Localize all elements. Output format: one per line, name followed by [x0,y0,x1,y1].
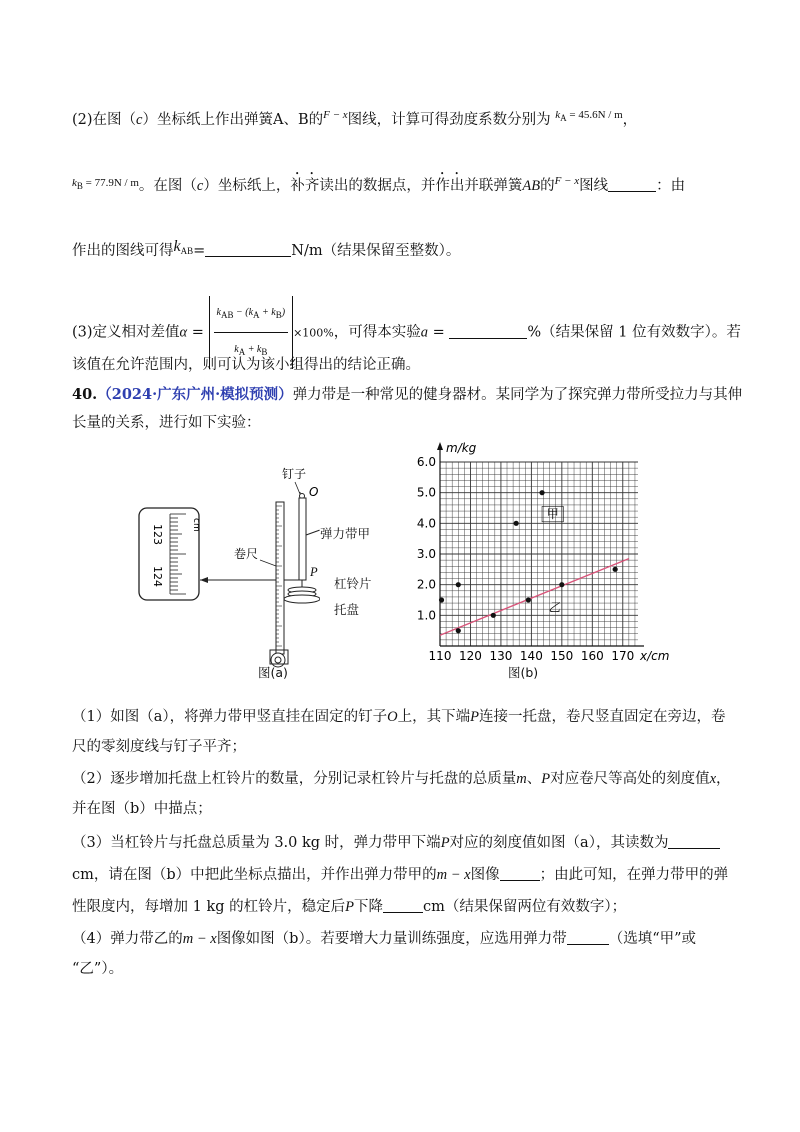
step-4-line-1: （4）弹力带乙的m − x图像如图（b）。若要增大力量训练强度，应选用弹力带 （选填“甲”或 [72,931,697,947]
answer-blank-drop[interactable] [383,898,423,913]
relative-difference-formula: $\frac{\text{kAB − (kA + kB)}}{kA + kB}$ [209,296,294,369]
caption-fig-b: 图(b) [508,665,539,680]
x-tick-label: 110 [428,649,452,663]
question-source: （2024·广东广州·模拟预测） [97,386,293,403]
y-tick-label: 3.0 [416,547,436,561]
q40-line-1: 40.（2024·广东广州·模拟预测）弹力带是一种常见的健身器材。某同学为了探究弹力带所受拉力与其伸 [72,386,743,403]
q40-line-2: 长量的关系，进行如下实验： [72,415,261,431]
q2-line-1: (2)在图（c）坐标纸上作出弹簧A、B的$^{F - x}$图线，计算可得劲度系数分别为 $^{k_A = 45.6N / m}$， [72,109,638,128]
label-band-jia: 弹力带甲 [320,526,371,541]
step-1-line-2: 尺的零刻度线与钉子平齐； [72,739,246,755]
answer-blank-graph[interactable] [500,866,540,881]
step-4-line-2: “乙”）。 [72,961,124,977]
figure-a [130,462,320,684]
x-tick-label: 160 [580,649,604,663]
caption-fig-a: 图(a) [258,665,288,680]
y-tick-label: 1.0 [416,608,436,623]
x-tick-label: 170 [611,649,635,663]
answer-blank-fx-graph[interactable] [608,177,656,192]
y-axis-arrow [437,442,443,450]
point-yi-0 [456,628,461,633]
x-tick-label: 120 [459,649,482,663]
x-axis-label: x/cm [640,649,670,663]
label-nail: 钉子 [282,467,307,481]
step-1-line-1: （1）如图（a），将弹力带甲竖直挂在固定的钉子O上，其下端P连接一托盘，卷尺竖直固定在旁边，卷 [72,709,726,725]
label-weights: 杠铃片 [334,576,372,591]
label-P: P [310,565,318,579]
y-axis-label: m/kg [446,441,477,455]
point-jia-2 [514,521,519,526]
label-tray: 托盘 [334,602,360,617]
answer-blank-kab[interactable] [205,242,291,257]
tray-shape [284,595,320,603]
answer-blank-reading[interactable] [668,834,720,849]
ruler-magnifier [139,508,199,600]
series-label-yi: 乙 [548,600,561,615]
q2-line-3: 作出的图线可得$k_{AB}= N/m$（结果保留至整数）。 [72,238,461,259]
point-jia-3 [539,490,544,495]
x-tick-label: 150 [550,649,574,663]
step-2-line-2: 并在图（b）中描点； [72,801,212,817]
q3-line-1: (3)定义相对差值α = $\frac{\text{kAB − (kA + kB)}}{kA + kB}$ ×100%，可得本实验a = %（结果保留 1 位有效数字）。若 [72,296,741,369]
step-3-line-2: cm，请在图（b）中把此坐标点描出，并作出弹力带甲的m − x图像 ；由此可知，在弹力带甲的弹 [72,867,729,883]
step-2-line-1: （2）逐步增加托盘上杠铃片的数量，分别记录杠铃片与托盘的总质量m、P对应卷尺等高处的刻度值x， [72,771,731,787]
answer-blank-alpha[interactable] [449,324,527,339]
question-number: 40. [72,386,98,403]
label-ruler: 卷尺 [234,547,259,561]
elastic-band-jia [299,498,306,580]
point-jia-1 [456,582,461,587]
step-3-line-3: 性限度内，每增加 1 kg 的杠铃片，稳定后P下降 cm（结果保留两位有效数字）； [72,899,627,915]
point-yi-2 [526,597,531,602]
point-yi-1 [491,613,496,618]
q3-line-2: 该值在允许范围内，则可认为该小组得出的结论正确。 [72,357,420,373]
y-tick-label: 4.0 [416,516,436,531]
q2-line-2: $^{k_B = 77.9N / m}$。在图（c）坐标纸上，补齐读出的数据点，并作出并联弹簧AB的$^{F - x}$图线 ：由 [72,175,686,194]
ruler-tick-123: 123 [151,524,164,545]
step-3-line-1: （3）当杠铃片与托盘总质量为 3.0 kg 时，弹力带甲下端P对应的刻度值如图（a），其读数为 [72,832,720,854]
point-jia-0 [439,597,444,602]
y-tick-label: 2.0 [416,577,436,592]
figure-b-chart [410,440,680,680]
series-label-jia: 甲 [546,507,559,522]
ruler-tick-124: 124 [151,566,164,587]
x-tick-label: 140 [519,649,543,663]
ruler-unit-cm: cm [191,518,201,532]
y-tick-label: 5.0 [416,485,436,500]
point-yi-4 [613,567,618,572]
point-yi-3 [559,582,564,587]
x-tick-label: 130 [489,649,513,663]
label-O: O [309,485,319,499]
y-tick-label: 6.0 [416,455,436,469]
answer-blank-choice[interactable] [567,930,609,945]
